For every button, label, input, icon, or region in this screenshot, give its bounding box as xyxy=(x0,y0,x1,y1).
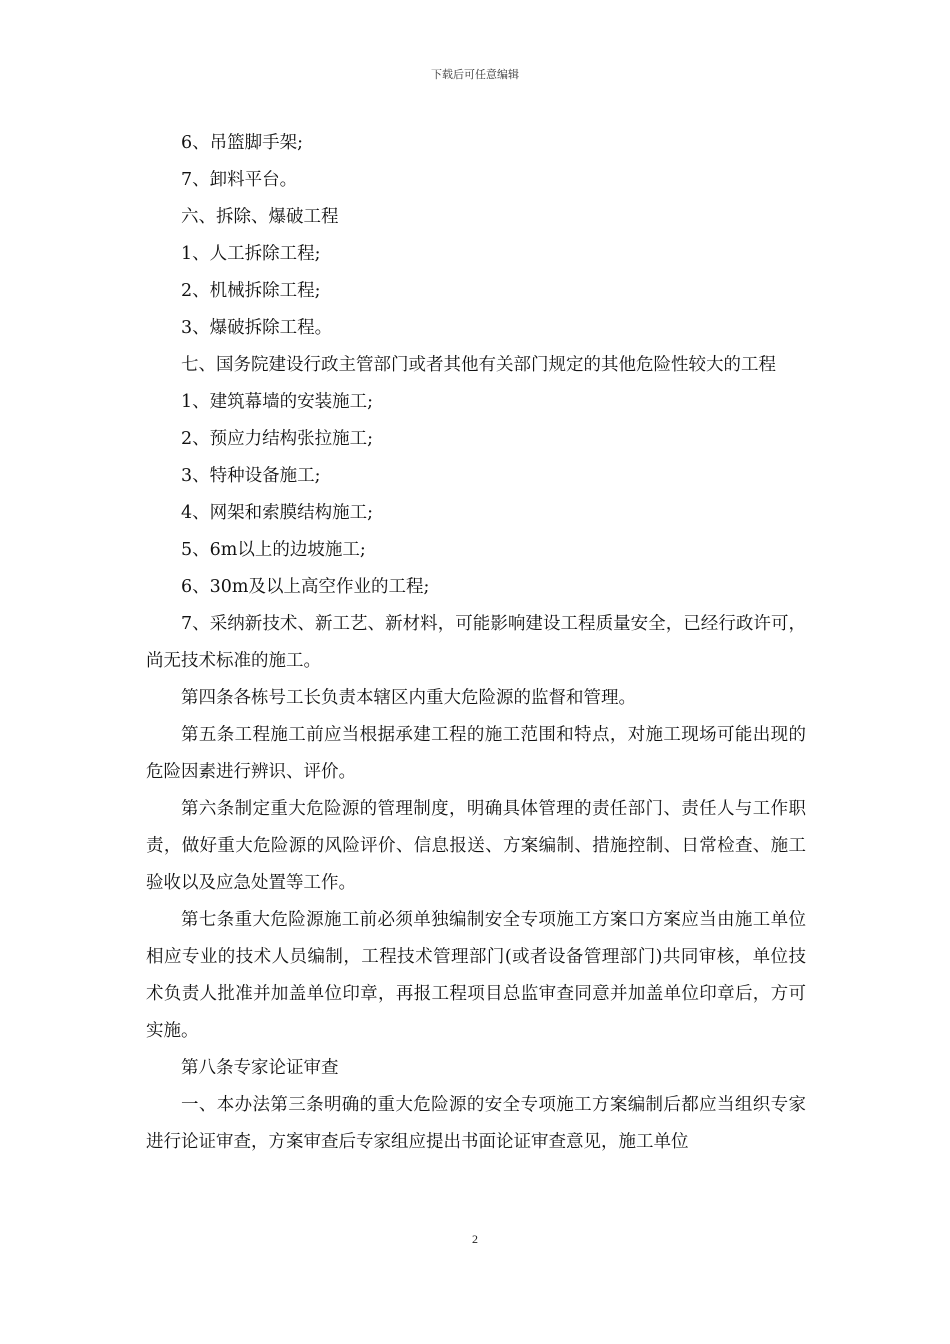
page-number: 2 xyxy=(472,1232,478,1246)
paragraph: 第八条专家论证审查 xyxy=(181,1058,339,1078)
paragraph: 1、建筑幕墙的安装施工; xyxy=(181,392,374,412)
paragraph: 7、采纳新技术、新工艺、新材料，可能影响建设工程质量安全，已经行政许可，尚无技术标准的施工。 xyxy=(146,614,806,671)
paragraph: 1、人工拆除工程; xyxy=(181,244,321,264)
document-body xyxy=(146,125,806,1161)
paragraph: 第五条工程施工前应当根据承建工程的施工范围和特点，对施工现场可能出现的危险因素进行辨识、评价。 xyxy=(146,725,806,782)
paragraph: 3、爆破拆除工程。 xyxy=(181,318,333,338)
paragraph: 6、30m及以上高空作业的工程; xyxy=(181,577,430,597)
paragraph: 3、特种设备施工; xyxy=(181,466,321,486)
paragraph: 2、机械拆除工程; xyxy=(181,281,321,301)
paragraph: 7、卸料平台。 xyxy=(181,170,298,190)
paragraph: 2、预应力结构张拉施工; xyxy=(181,429,374,449)
paragraph: 第七条重大危险源施工前必须单独编制安全专项施工方案口方案应当由施工单位相应专业的技术人员编制，工程技术管理部门(或者设备管理部门)共同审核，单位技术负责人批准并加盖单位印章，再报工程项目总监审查同意并加盖单位印章后，方可实施。 xyxy=(146,910,806,1041)
page-header: 下载后可任意编辑 xyxy=(431,68,519,81)
paragraph: 第四条各栋号工长负责本辖区内重大危险源的监督和管理。 xyxy=(181,688,636,708)
paragraph: 六、拆除、爆破工程 xyxy=(181,207,339,227)
paragraph: 6、吊篮脚手架; xyxy=(181,133,304,153)
paragraph: 4、网架和索膜结构施工; xyxy=(181,503,374,523)
paragraph: 一、本办法第三条明确的重大危险源的安全专项施工方案编制后都应当组织专家进行论证审查，方案审查后专家组应提出书面论证审查意见，施工单位 xyxy=(146,1095,806,1152)
paragraph: 七、国务院建设行政主管部门或者其他有关部门规定的其他危险性较大的工程 xyxy=(181,355,776,375)
paragraph: 5、6m以上的边坡施工; xyxy=(181,540,366,560)
paragraph: 第六条制定重大危险源的管理制度，明确具体管理的责任部门、责任人与工作职责，做好重大危险源的风险评价、信息报送、方案编制、措施控制、日常检查、施工验收以及应急处置等工作。 xyxy=(146,799,806,893)
